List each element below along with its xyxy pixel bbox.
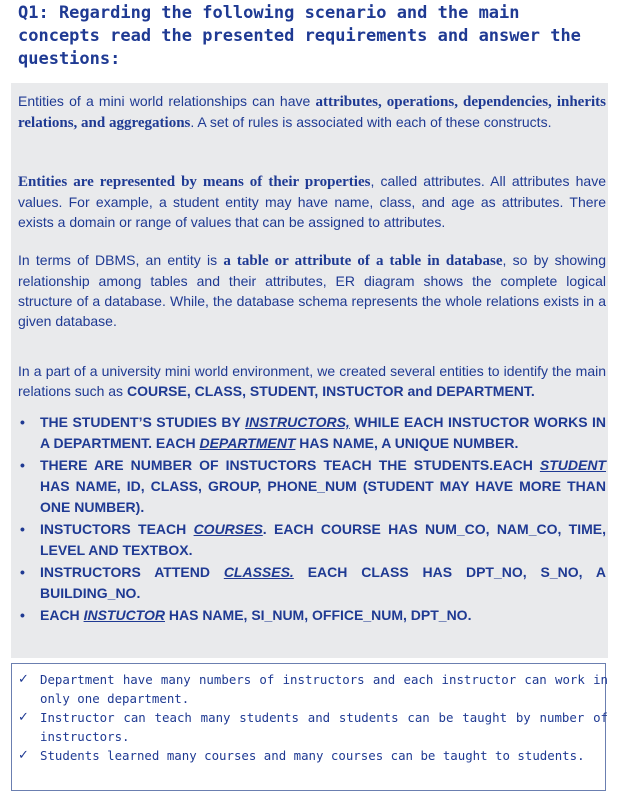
requirement-item: • THE STUDENT’S STUDIES BY INSTRUCTORS, WHILE EACH INSTUCTOR WORKS IN A DEPARTMENT. EACH DEPARTMENT HAS NAME, A UNIQUE NUMBER. bbox=[20, 414, 606, 451]
paragraph-attributes: Entities are represented by means of their properties, called attributes. All attributes have values. For example, a student entity may have name, class, and age as attributes. There exists a domain or range of values that can be assigned to attributes. bbox=[18, 173, 606, 230]
question-title: Q1: Regarding the following scenario and the main concepts read the presented requirements and answer the questions: bbox=[18, 3, 581, 69]
note-item: ✓ Instructor can teach many students and students can be taught by number of instructors. bbox=[18, 710, 608, 744]
bullet-icon: • bbox=[20, 521, 25, 537]
requirement-item: • THERE ARE NUMBER OF INSTUCTORS TEACH THE STUDENTS.EACH STUDENT HAS NAME, ID, CLASS, GROUP, PHONE_NUM (STUDENT MAY HAVE MORE THAN ONE NUMBER). bbox=[20, 457, 606, 515]
check-icon: ✓ bbox=[18, 710, 29, 725]
note-item: ✓ Department have many numbers of instructors and each instructor can work in only one department. bbox=[18, 672, 608, 706]
check-icon: ✓ bbox=[18, 748, 29, 763]
bullet-icon: • bbox=[20, 457, 25, 473]
requirement-item: • EACH INSTUCTOR HAS NAME, SI_NUM, OFFICE_NUM, DPT_NO. bbox=[18, 605, 606, 626]
note-item: ✓ Students learned many courses and many courses can be taught to students. bbox=[18, 748, 585, 763]
bullet-icon: • bbox=[20, 607, 25, 623]
requirement-item: • INSTRUCTORS ATTEND CLASSES. EACH CLASS HAS DPT_NO, S_NO, A BUILDING_NO. bbox=[20, 564, 606, 601]
check-icon: ✓ bbox=[18, 672, 29, 687]
paragraph-dbms: In terms of DBMS, an entity is a table or attribute of a table in database, so by showing relationship among tables and their attributes, ER diagram shows the complete logical structure of a database. While, the database schema represents the whole relations exists in a given database. bbox=[18, 252, 607, 329]
bullet-icon: • bbox=[20, 414, 25, 430]
bullet-icon: • bbox=[20, 564, 25, 580]
paragraph-university: In a part of a university mini world environment, we created several entities to identify the main relations such as COURSE, CLASS, STUDENT, INSTUCTOR and DEPARTMENT. bbox=[18, 363, 606, 399]
paragraph-entities: Entities of a mini world relationships can have attributes, operations, dependencies, inherits relations, and aggregations. A set of rules is associated with each of these constructs. bbox=[18, 93, 606, 131]
requirements-list bbox=[18, 412, 606, 627]
notes-list bbox=[16, 670, 608, 765]
requirement-item: • INSTUCTORS TEACH COURSES. EACH COURSE HAS NUM_CO, NAM_CO, TIME, LEVEL AND TEXTBOX. bbox=[20, 521, 606, 558]
